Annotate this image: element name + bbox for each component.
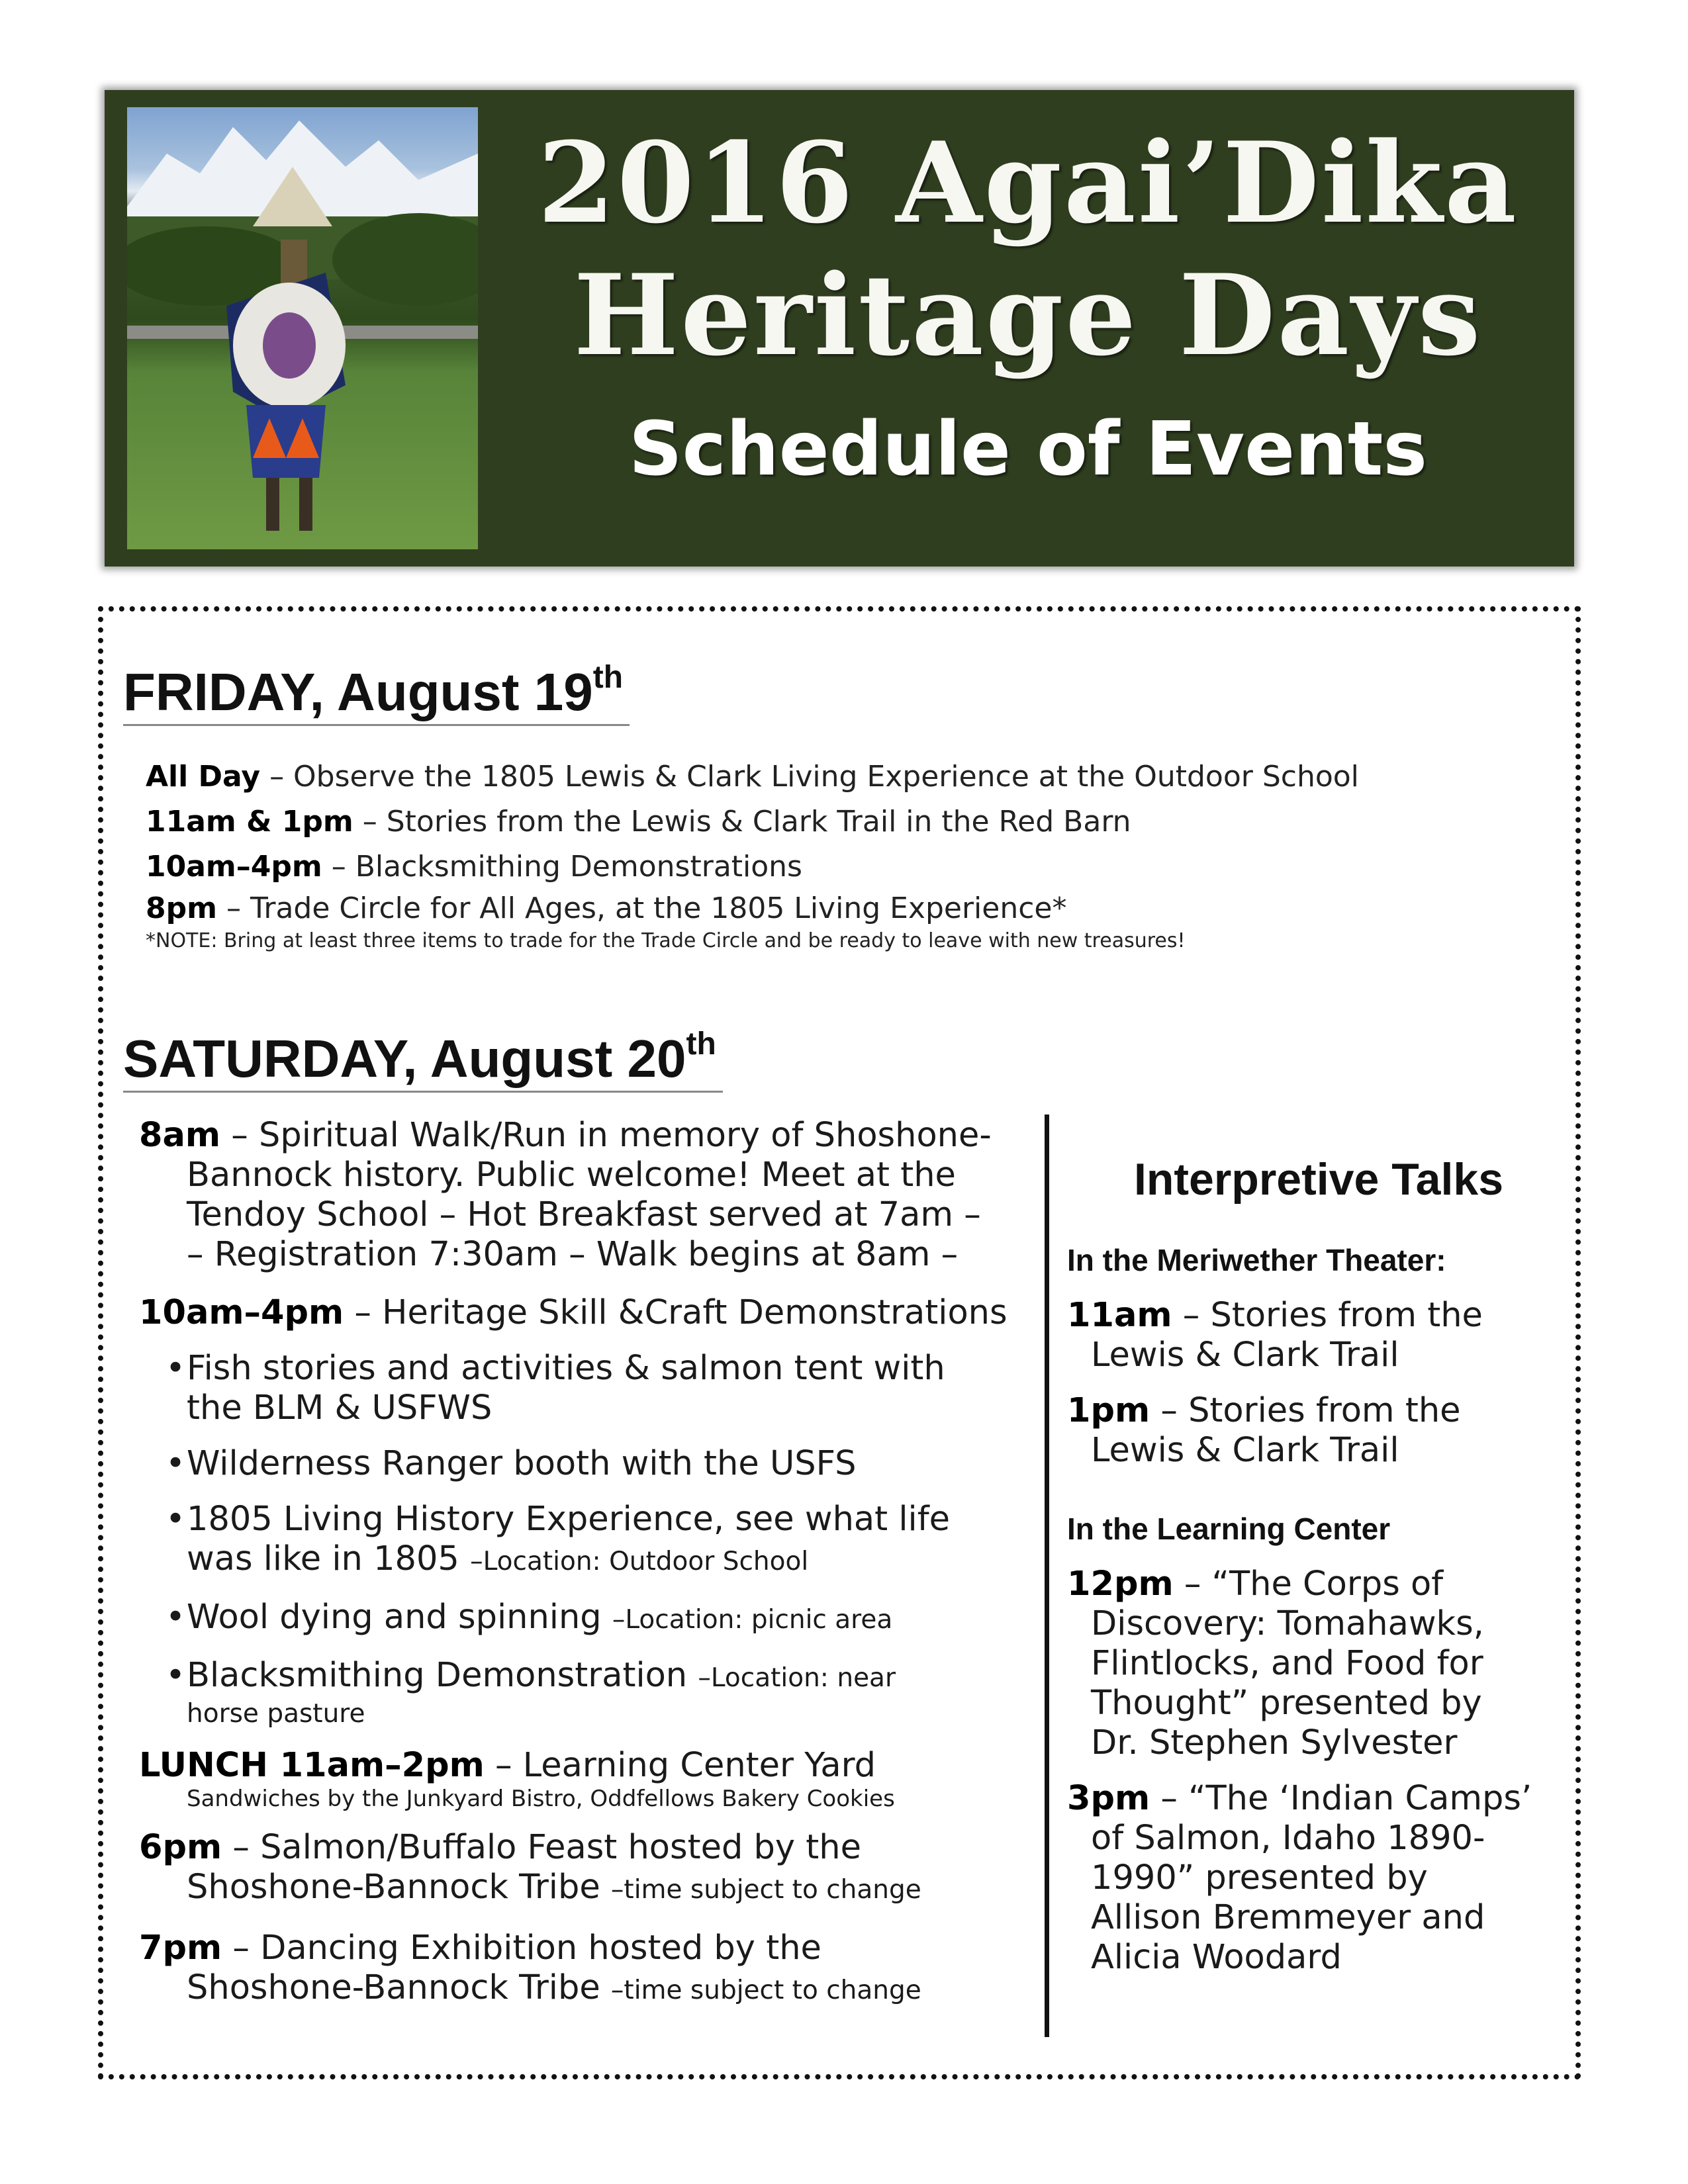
event-text: – Blacksmithing Demonstrations: [322, 850, 802, 884]
friday-suffix: th: [592, 660, 624, 696]
list-item: [1067, 1391, 1570, 1471]
bullet-text: Blacksmithing Demonstration: [187, 1656, 698, 1695]
interpretive-talks: [1067, 1152, 1570, 1993]
talk-text: – “The ‘Indian Camps’: [1150, 1779, 1532, 1818]
list-item: [146, 754, 1503, 799]
list-item: [139, 1656, 1026, 1730]
event-time: 10am–4pm: [139, 1293, 344, 1332]
talk-text: – Stories from the: [1172, 1296, 1483, 1335]
saturday-events: [139, 1116, 1026, 2029]
saturday-day: SATURDAY, August 20: [123, 1029, 686, 1088]
lunch-note: Sandwiches by the Junkyard Bistro, Oddfellows Bakery Cookies: [187, 1786, 895, 1812]
talk-time: 12pm: [1067, 1565, 1174, 1604]
event-text: – Registration 7:30am – Walk begins at 8am –: [187, 1235, 959, 1274]
talk-text: – “The Corps of: [1173, 1565, 1444, 1604]
event-time: LUNCH 11am–2pm: [139, 1746, 485, 1785]
talk-text: Lewis & Clark Trail: [1091, 1336, 1399, 1375]
event-text: – Learning Center Yard: [484, 1746, 876, 1785]
bullet-text: Fish stories and activities & salmon tent with: [187, 1349, 945, 1388]
event-text: – Observe the 1805 Lewis & Clark Living Experience at the Outdoor School: [260, 760, 1359, 794]
list-item: [139, 1444, 1026, 1484]
friday-heading: [123, 660, 630, 726]
bullet-text: the BLM & USFWS: [187, 1388, 492, 1428]
event-text: – Salmon/Buffalo Feast hosted by the: [222, 1828, 862, 1867]
talk-text: Allison Bremmeyer and: [1091, 1898, 1485, 1937]
talk-text: Thought” presented by: [1091, 1684, 1482, 1723]
saturday-suffix: th: [686, 1026, 716, 1062]
time-note: –time subject to change: [610, 1976, 921, 2005]
location-note: –Location: picnic area: [612, 1605, 893, 1635]
event-text: – Stories from the Lewis & Clark Trail in the Red Barn: [353, 805, 1131, 839]
list-item: [139, 1598, 1026, 1640]
bullet-icon: •: [165, 1500, 186, 1539]
talk-text: 1990” presented by: [1091, 1858, 1428, 1897]
friday-day: FRIDAY, August 19: [123, 662, 593, 721]
saturday-heading: [123, 1027, 723, 1093]
bullet-text: Wool dying and spinning: [187, 1598, 612, 1637]
event-time: 6pm: [139, 1828, 222, 1867]
list-item: [139, 1828, 1026, 1910]
list-item: [139, 1349, 1026, 1428]
talk-time: 11am: [1067, 1296, 1172, 1335]
event-text: Tendoy School – Hot Breakfast served at 7am –: [187, 1195, 981, 1234]
list-item: [139, 1293, 1026, 1333]
list-item: [146, 799, 1503, 844]
list-item: [1067, 1779, 1570, 1978]
location-note: –Location: Outdoor School: [470, 1547, 809, 1576]
list-item: [146, 889, 1503, 928]
event-text: Bannock history. Public welcome! Meet at the: [187, 1156, 956, 1195]
dancer-photo-illustration: [127, 107, 478, 549]
talk-text: Dr. Stephen Sylvester: [1091, 1723, 1458, 1762]
time-note: –time subject to change: [610, 1875, 921, 1905]
header-banner: [105, 90, 1574, 567]
bullet-icon: •: [165, 1444, 186, 1483]
list-item: [139, 1500, 1026, 1582]
talk-text: Alicia Woodard: [1091, 1938, 1342, 1977]
title-line-2: Heritage Days: [573, 250, 1483, 381]
column-divider: [1045, 1115, 1049, 2037]
talk-time: 3pm: [1067, 1779, 1150, 1818]
trade-note: *NOTE: Bring at least three items to trade for the Trade Circle and be ready to leave with new treasures!: [146, 929, 1186, 952]
friday-events: [146, 754, 1503, 954]
title-line-1: 2016 Agai’Dika: [538, 117, 1519, 248]
subtitle: Schedule of Events: [628, 406, 1428, 492]
talk-text: of Salmon, Idaho 1890-: [1091, 1819, 1485, 1858]
event-time: 7pm: [139, 1929, 222, 1968]
list-item: [139, 1929, 1026, 2011]
event-text: – Spiritual Walk/Run in memory of Shoshone-: [220, 1116, 992, 1155]
bullet-text: Wilderness Ranger booth with the USFS: [187, 1444, 857, 1483]
list-item: [139, 1116, 1026, 1275]
talk-time: 1pm: [1067, 1391, 1150, 1430]
talks-title: Interpretive Talks: [1133, 1154, 1504, 1205]
bullet-icon: •: [165, 1349, 186, 1388]
talk-text: Flintlocks, and Food for: [1091, 1644, 1483, 1683]
venue-label: In the Learning Center: [1067, 1512, 1391, 1546]
talk-text: Lewis & Clark Trail: [1091, 1431, 1399, 1470]
bullet-icon: •: [165, 1598, 186, 1637]
location-note: horse pasture: [187, 1699, 365, 1729]
event-text: Shoshone-Bannock Tribe: [187, 1868, 611, 1907]
event-text: – Heritage Skill &Craft Demonstrations: [344, 1293, 1008, 1332]
event-time: 10am–4pm: [146, 850, 322, 884]
dancer-photo: [127, 107, 478, 549]
event-time: All Day: [146, 760, 261, 794]
bullet-text: 1805 Living History Experience, see what life: [187, 1500, 951, 1539]
bullet-icon: •: [165, 1656, 186, 1695]
location-note: –Location: near: [698, 1663, 896, 1693]
event-time: 8am: [139, 1116, 221, 1155]
event-text: – Trade Circle for All Ages, at the 1805 Living Experience*: [216, 891, 1067, 925]
talk-text: – Stories from the: [1150, 1391, 1461, 1430]
event-time: 11am & 1pm: [146, 805, 353, 839]
list-item: [1067, 1296, 1570, 1375]
list-item: [1067, 1565, 1570, 1763]
venue-label: In the Meriwether Theater:: [1067, 1243, 1446, 1277]
list-item: [146, 844, 1503, 889]
event-text: Shoshone-Bannock Tribe: [187, 1968, 611, 2007]
event-text: – Dancing Exhibition hosted by the: [222, 1929, 821, 1968]
list-item: [139, 1746, 1026, 1813]
event-time: 8pm: [146, 891, 217, 925]
talk-text: Discovery: Tomahawks,: [1091, 1604, 1484, 1643]
bullet-text: was like in 1805: [187, 1539, 471, 1578]
